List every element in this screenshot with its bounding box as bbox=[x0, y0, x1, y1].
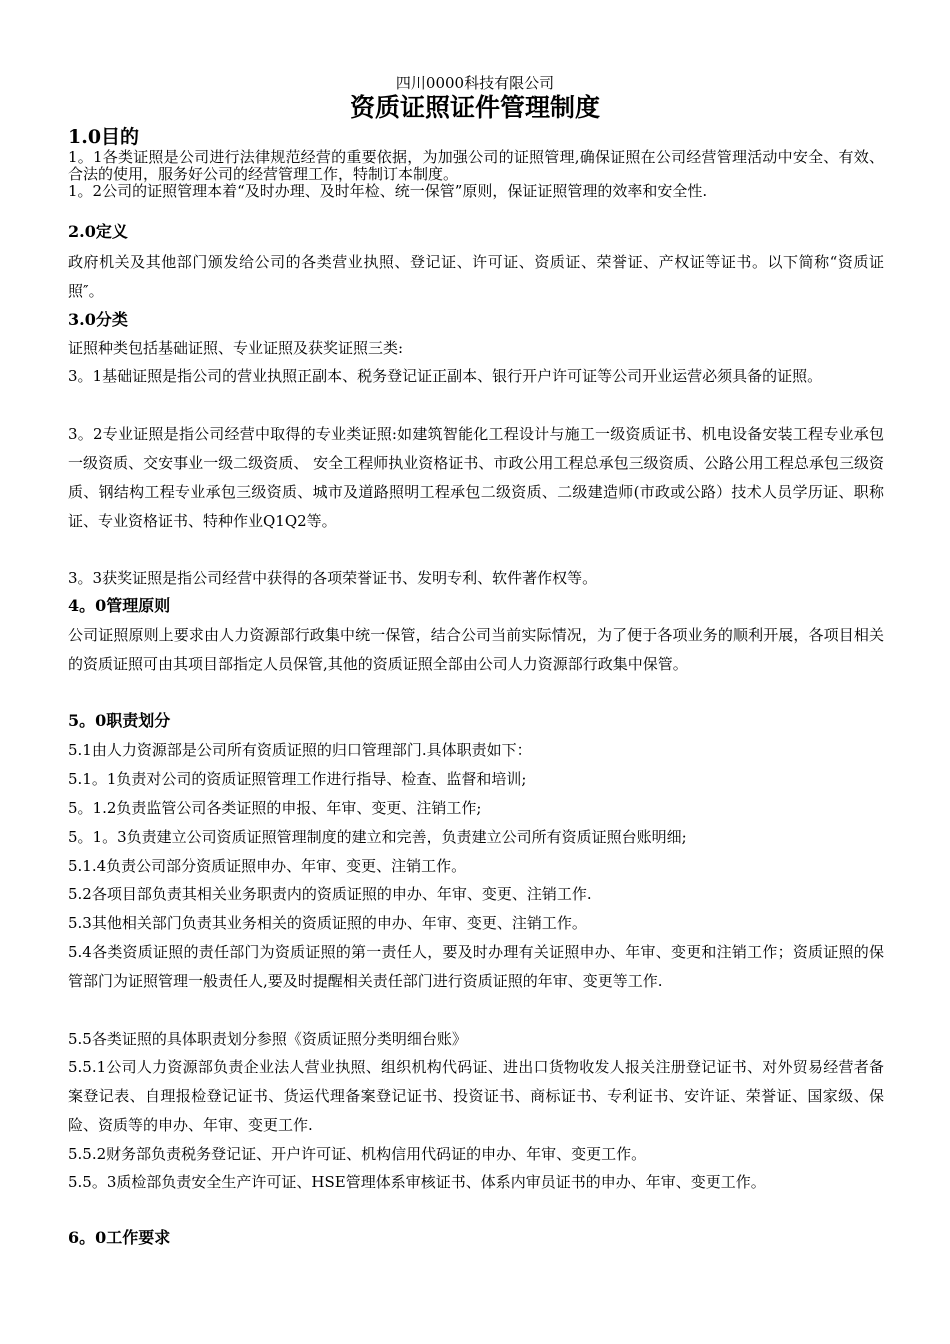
section-5-4: 5.4各类资质证照的责任部门为资质证照的第一责任人，要及时办理有关证照申办、年审、变更和注销工作；资质证照的保管部门为证照管理一般责任人,要及时提醒相关责任部门进行资质证照的年审、变更等工作. bbox=[68, 943, 884, 990]
section-6-heading: 6。0工作要求 bbox=[68, 1228, 171, 1247]
section-1-paragraph-2: 1。2公司的证照管理本着“及时办理、及时年检、统一保管”原则，保证证照管理的效率和安全性. bbox=[68, 182, 708, 200]
section-1-paragraph-1: 1。1各类证照是公司进行法律规范经营的重要依据，为加强公司的证照管理,确保证照在公司经营管理活动中安全、有效、合法的使用，服务好公司的经营管理工作，特制订本制度。 bbox=[68, 148, 884, 183]
document-title: 资质证照证件管理制度 bbox=[349, 93, 600, 122]
section-5-5-1: 5.5.1公司人力资源部负责企业法人营业执照、组织机构代码证、进出口货物收发人报关注册登记证书、对外贸易经营者备案登记表、自理报检登记证书、货运代理备案登记证书、投资证书、商标证书、专利证书、安许证、荣誉证、国家级、保险、资质等的申办、年审、变更工作. bbox=[68, 1058, 884, 1134]
section-3-2: 3。2专业证照是指公司经营中取得的专业类证照:如建筑智能化工程设计与施工一级资质证书、机电设备安装工程专业承包一级资质、交安事业一级二级资质、 安全工程师执业资格证书、市政公用工程总承包三级资质、公路公用工程总承包三级资质、钢结构工程专业承包三级资质、城市及道路照明工程承包二级资质、二级建造师(市政或公路）技术人员学历证、职称证、专业资格证书、特种作业Q1Q2等。 bbox=[68, 425, 884, 530]
section-5-1-2: 5。1.2负责监管公司各类证照的申报、年审、变更、注销工作; bbox=[68, 799, 482, 817]
section-2-heading: 2.0定义 bbox=[68, 222, 128, 241]
section-3-heading: 3.0分类 bbox=[68, 310, 128, 329]
section-1-heading: 1.0目的 bbox=[68, 126, 140, 148]
section-4-paragraph: 公司证照原则上要求由人力资源部行政集中统一保管，结合公司当前实际情况，为了便于各项业务的顺利开展，各项目相关的资质证照可由其项目部指定人员保管,其他的资质证照全部由公司人力资源部行政集中保管。 bbox=[68, 626, 884, 673]
section-3-intro: 证照种类包括基础证照、专业证照及获奖证照三类: bbox=[68, 339, 404, 357]
section-2-paragraph: 政府机关及其他部门颁发给公司的各类营业执照、登记证、许可证、资质证、荣誉证、产权证等证书。以下简称“资质证照″。 bbox=[68, 253, 884, 300]
section-5-1-4: 5.1.4负责公司部分资质证照申办、年审、变更、注销工作。 bbox=[68, 857, 467, 875]
section-5-1-1: 5.1。1负责对公司的资质证照管理工作进行指导、检查、监督和培训; bbox=[68, 770, 527, 788]
section-5-5: 5.5各类证照的具体职责划分参照《资质证照分类明细台账》 bbox=[68, 1030, 467, 1048]
section-5-1-3: 5。1。3负责建立公司资质证照管理制度的建立和完善，负责建立公司所有资质证照台账明细; bbox=[68, 828, 687, 846]
section-5-heading: 5。0职责划分 bbox=[68, 711, 171, 730]
section-3-3: 3。3获奖证照是指公司经营中获得的各项荣誉证书、发明专利、软件著作权等。 bbox=[68, 569, 598, 587]
company-name: 四川0000科技有限公司 bbox=[395, 74, 555, 92]
section-5-5-2: 5.5.2财务部负责税务登记证、开户许可证、机构信用代码证的申办、年审、变更工作。 bbox=[68, 1145, 647, 1163]
section-5-3: 5.3其他相关部门负责其业务相关的资质证照的申办、年审、变更、注销工作。 bbox=[68, 914, 587, 932]
section-4-heading: 4。0管理原则 bbox=[68, 596, 171, 615]
section-3-1: 3。1基础证照是指公司的营业执照正副本、税务登记证正副本、银行开户许可证等公司开业运营必须具备的证照。 bbox=[68, 367, 823, 385]
section-5-1: 5.1由人力资源部是公司所有资质证照的归口管理部门.具体职责如下： bbox=[68, 741, 532, 759]
section-5-5-3: 5.5。3质检部负责安全生产许可证、HSE管理体系审核证书、体系内审员证书的申办、年审、变更工作。 bbox=[68, 1173, 766, 1191]
section-5-2: 5.2各项目部负责其相关业务职责内的资质证照的申办、年审、变更、注销工作. bbox=[68, 885, 592, 903]
